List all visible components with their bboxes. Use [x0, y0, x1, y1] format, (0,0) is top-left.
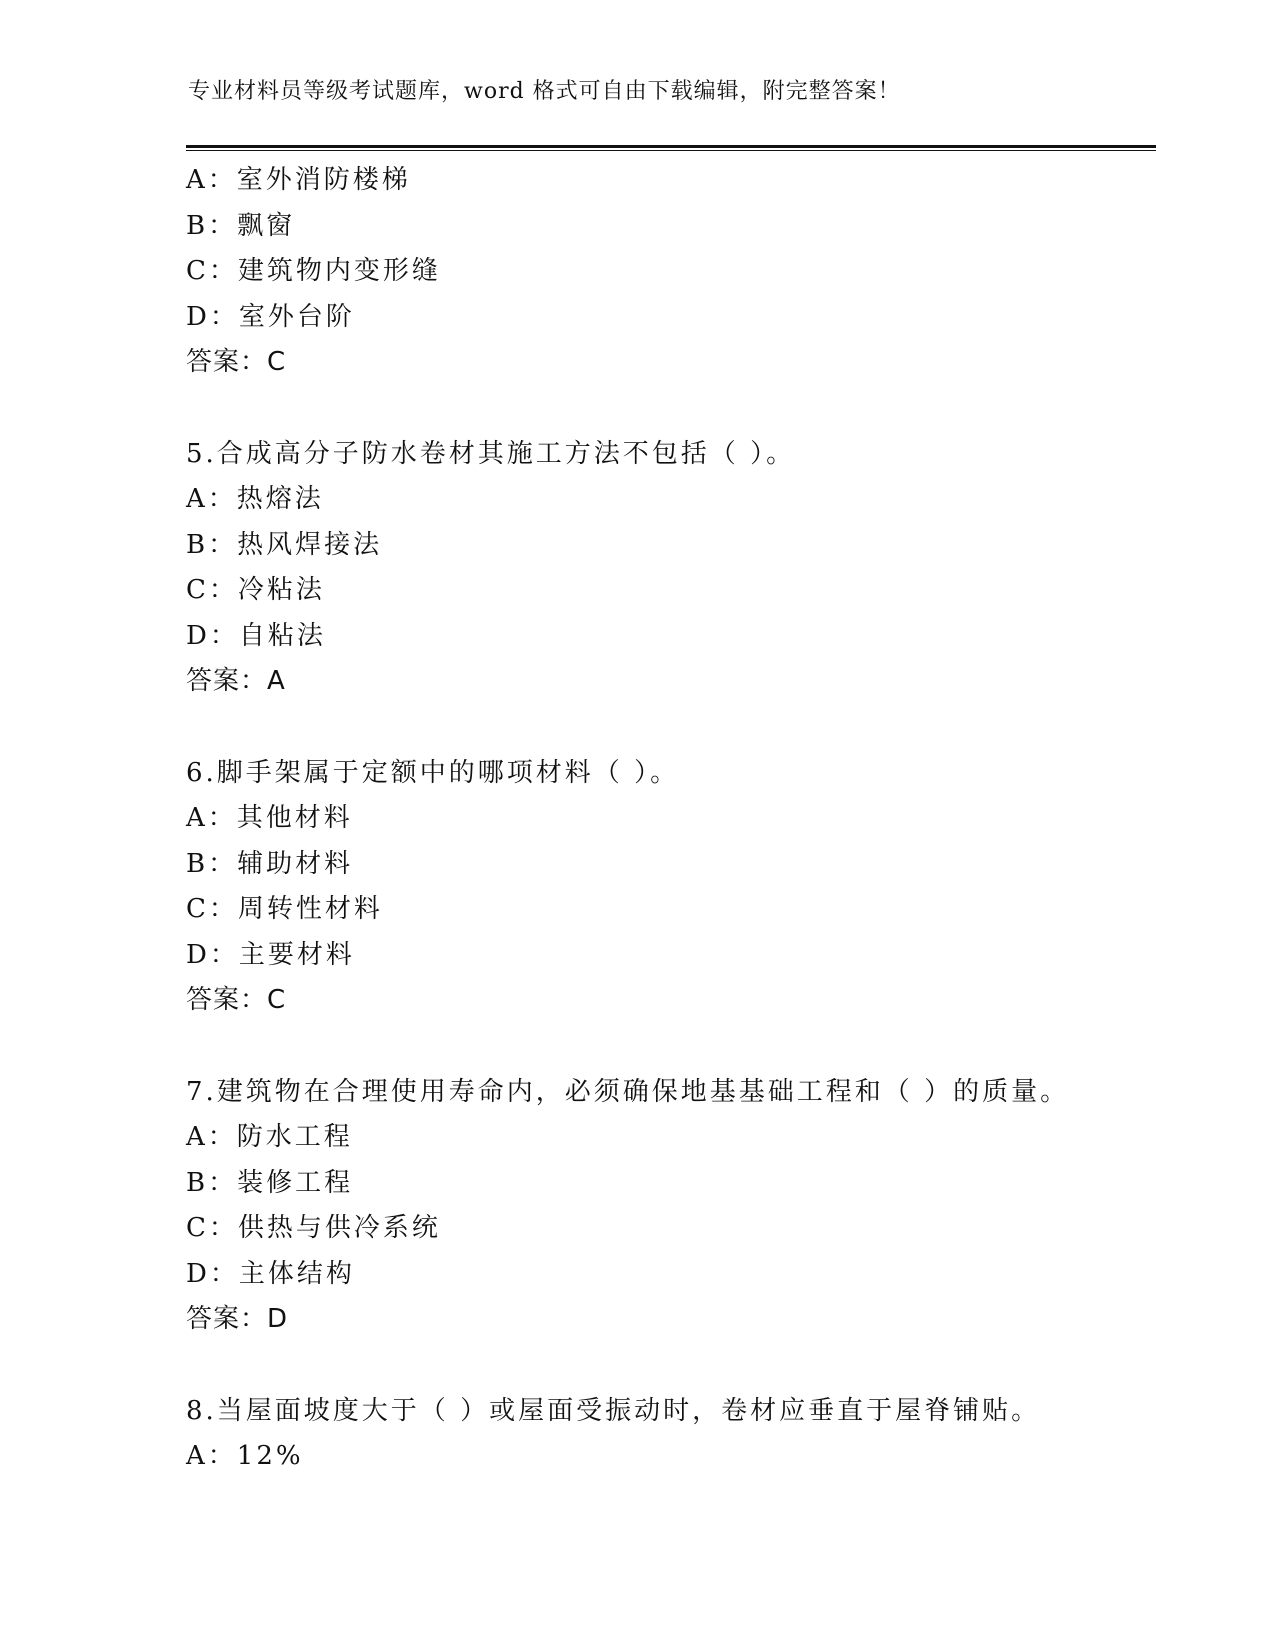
question-text: 8.当屋面坡度大于（ ）或屋面受振动时，卷材应垂直于屋脊铺贴。	[186, 1395, 1041, 1426]
question-4	[186, 158, 1166, 386]
option-b: B：热风焊接法	[186, 529, 383, 560]
option-a: A：其他材料	[186, 803, 353, 833]
option-d: D：自粘法	[186, 620, 326, 651]
header-rule-thick	[186, 145, 1156, 148]
option-c: C：冷粘法	[186, 575, 325, 605]
header-rule-thin	[186, 150, 1156, 151]
option-d: D：主要材料	[186, 939, 355, 970]
option-b: B：飘窗	[186, 210, 296, 241]
question-7	[186, 1070, 1166, 1343]
option-a: A：防水工程	[186, 1122, 353, 1152]
option-b: B：装修工程	[186, 1167, 354, 1198]
option-a: A：热熔法	[186, 484, 324, 514]
answer: 答案：C	[186, 985, 287, 1015]
question-5	[186, 432, 1166, 705]
option-b: B：辅助材料	[186, 848, 354, 879]
question-list	[186, 158, 1166, 1480]
question-text: 6.脚手架属于定额中的哪项材料（ ）。	[186, 757, 680, 788]
option-a: A：12%	[186, 1441, 304, 1471]
option-c: C：建筑物内变形缝	[186, 256, 441, 286]
question-text: 7.建筑物在合理使用寿命内，必须确保地基基础工程和（ ）的质量。	[186, 1076, 1070, 1107]
answer: 答案：C	[186, 347, 287, 377]
answer: 答案：A	[186, 666, 286, 696]
option-d: D：室外台阶	[186, 301, 355, 332]
question-text: 5.合成高分子防水卷材其施工方法不包括（ ）。	[186, 438, 796, 469]
option-d: D：主体结构	[186, 1258, 355, 1289]
option-c: C：供热与供冷系统	[186, 1213, 441, 1243]
question-8	[186, 1389, 1166, 1480]
option-a: A：室外消防楼梯	[186, 165, 411, 195]
header-note: 专业材料员等级考试题库，word 格式可自由下载编辑，附完整答案！	[188, 79, 901, 104]
question-6	[186, 751, 1166, 1024]
option-c: C：周转性材料	[186, 894, 383, 924]
answer: 答案：D	[186, 1304, 289, 1334]
